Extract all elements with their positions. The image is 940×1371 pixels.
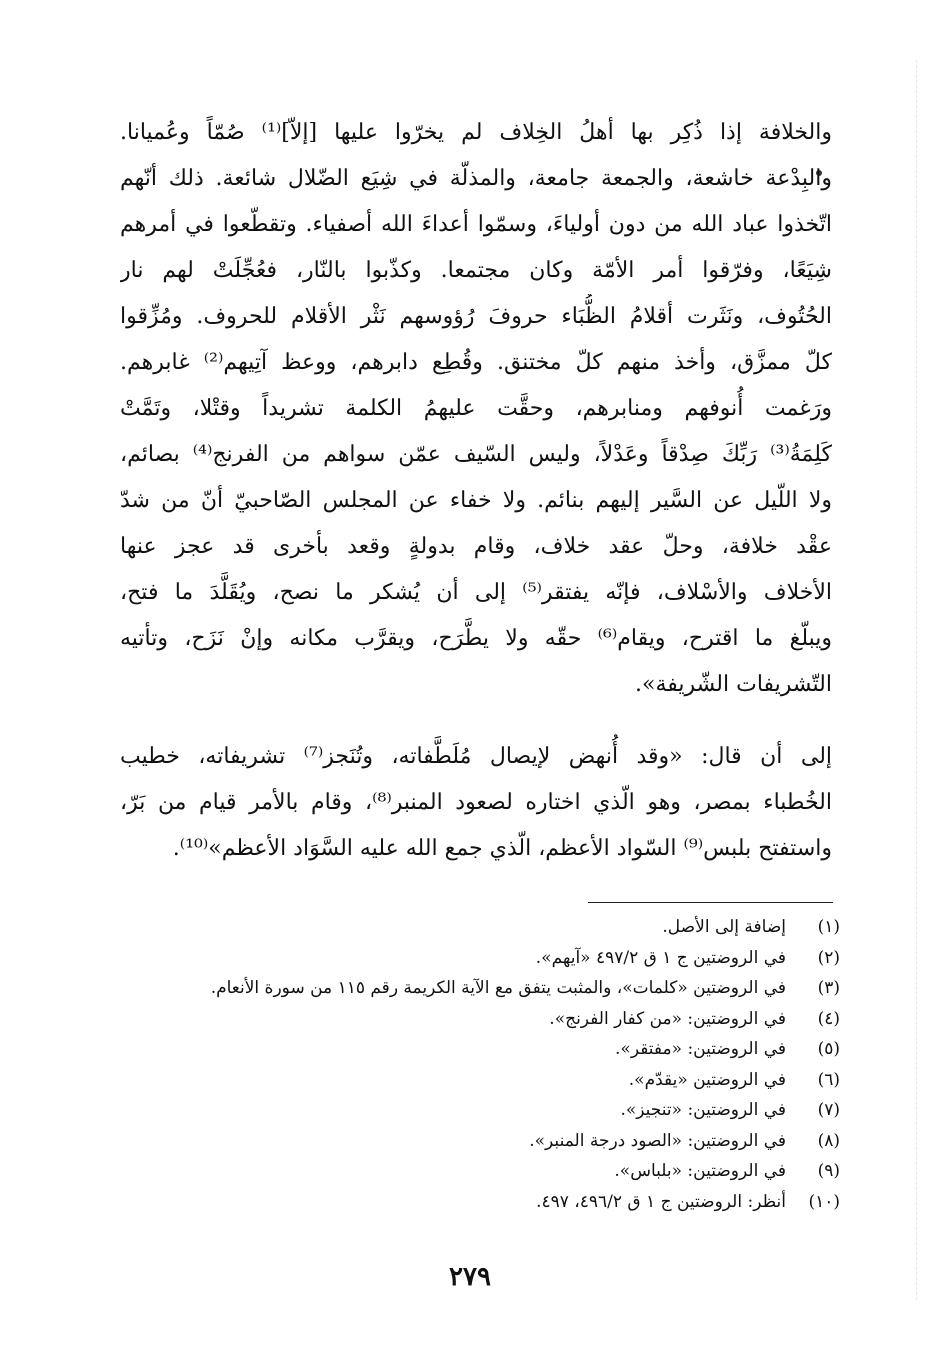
footnote-text: إضافة إلى الأصل. (662, 917, 786, 938)
footnote-item (140, 1034, 840, 1065)
paragraph-2 (120, 734, 832, 872)
footnote-text: في الروضتين «يقدّم». (628, 1069, 786, 1090)
footnote-text: في الروضتين ج ١ ق ٤٩٧/٢ «آيهم». (535, 947, 786, 968)
footnote-item (140, 943, 840, 974)
text-line: الأخلاف والأسْلاف، فإنّه يفتقر⁽⁵⁾ إلى أن يُشكر ما نصح، ويُقَلَّدَ ما فتح، (120, 580, 832, 605)
text-line: الخُطباء بمصر، وهو الّذي اختاره لصعود المنبر⁽⁸⁾، وقام بالأمر قيام من بَرّ، (120, 790, 832, 815)
main-text (120, 110, 832, 872)
footnote-number: (١٠) (808, 1191, 840, 1212)
text-line: اتّخذوا عباد الله من دون أولياءَ، وسمّوا أعداءَ الله أصفياء. وتقطّعوا في أمرهم (120, 212, 832, 237)
paragraph-1 (120, 110, 832, 708)
footnote-number: (٤) (817, 1008, 840, 1029)
page-edge-line (916, 60, 918, 1300)
footnote-item (140, 973, 840, 1004)
footnote-item (140, 1095, 840, 1126)
text-line: إلى أن قال: «وقد أُنهض لإيصال مُلَطَّفاته، وتُنَجز⁽⁷⁾ تشريفاته، خطيب (120, 744, 832, 769)
footnote-number: (٩) (817, 1161, 840, 1182)
footnote-text: أنظر: الروضتين ج ١ ق ٤٩٦/٢، ٤٩٧. (536, 1191, 786, 1212)
text-line: ويبلّغ ما اقترح، ويقام⁽⁶⁾ حقّه ولا يطَّرَح، ويقرَّب مكانه وإنْ نَزَح، وتأتيه (120, 626, 832, 651)
footnote-item (140, 912, 840, 943)
text-line: والبِدْعة خاشعة، والجمعة جامعة، والمذلّة في شِيَع الضّلال شائعة. ذلك أنّهم (120, 166, 832, 191)
footnote-item (140, 1126, 840, 1157)
footnote-text: في الروضتين «كلمات»، والمثبت يتفق مع الآية الكريمة رقم ١١٥ من سورة الأنعام. (210, 978, 786, 999)
footnote-item (140, 1187, 840, 1218)
text-line: عقْد خلافة، وحلّ عقد خلاف، وقام بدولةٍ وقعد بأخرى قد عجز عنها (120, 534, 832, 559)
text-line: والخلافة إذا ذُكِر بها أهلُ الخِلاف لم يخرّوا عليها [إلاّ]⁽¹⁾ صُمّاً وعُميانا. (120, 120, 832, 145)
footnote-number: (٣) (817, 978, 840, 999)
footnote-number: (٥) (817, 1039, 840, 1060)
text-line: ولا اللّيل عن السَّير إليهم بنائم. ولا خفاء عن المجلس الصّاحبيّ أنّ من شدّ (120, 488, 832, 513)
footnote-number: (٢) (817, 947, 840, 968)
text-line: واستفتح بلبس⁽⁹⁾ السّواد الأعظم، الّذي جمع الله عليه السَّوَاد الأعظم»⁽¹⁰⁾. (172, 836, 832, 861)
footnote-item (140, 1065, 840, 1096)
footnote-number: (٦) (817, 1069, 840, 1090)
text-line: ورَغمت أُنوفهم ومنابرهم، وحقَّت عليهمُ الكلمة تشريداً وقتْلا، وتَمَّتْ (120, 396, 832, 421)
footnote-number: (١) (817, 917, 840, 938)
footnote-item (140, 1004, 840, 1035)
footnotes (140, 912, 840, 1217)
footnote-number: (٨) (817, 1130, 840, 1151)
text-line: الحُتُوف، ونَثَرت أقلامُ الظُّبَاء حروفَ رُؤوسهم نَثْر الأقلام للحروف. ومُزِّقوا (120, 304, 832, 329)
paragraph-gap (120, 708, 832, 734)
text-line: التّشريفات الشّريفة». (635, 672, 832, 697)
text-line: كَلِمَةُ⁽³⁾ رَبِّكَ صِدْقاً وعَدْلاً، وليس السّيف عمّن سواهم من الفرنج⁽⁴⁾ بصائم، (120, 442, 832, 467)
footnote-text: في الروضتين: «بلباس». (614, 1161, 786, 1182)
footnote-item (140, 1156, 840, 1187)
text-line: شِيَعًا، وفرّقوا أمر الأمّة وكان مجتمعا. وكذّبوا بالنّار، فعُجِّلَتْ لهم نار (120, 258, 832, 283)
footnote-text: في الروضتين: «مفتقر». (615, 1039, 786, 1060)
footnote-text: في الروضتين: «من كفار الفرنج». (549, 1008, 786, 1029)
footnote-number: (٧) (817, 1100, 840, 1121)
page-number: ٢٧٩ (449, 1262, 491, 1292)
footnote-text: في الروضتين: «الصود درجة المنبر». (529, 1130, 786, 1151)
footnote-text: في الروضتين: «تنجيز». (620, 1100, 786, 1121)
text-line: كلّ ممزَّق، وأخذ منهم كلّ مختنق. وقُطِع دابرهم، ووعظ آتِيهم⁽²⁾ غابرهم. (120, 350, 832, 375)
footnote-divider (588, 902, 833, 903)
